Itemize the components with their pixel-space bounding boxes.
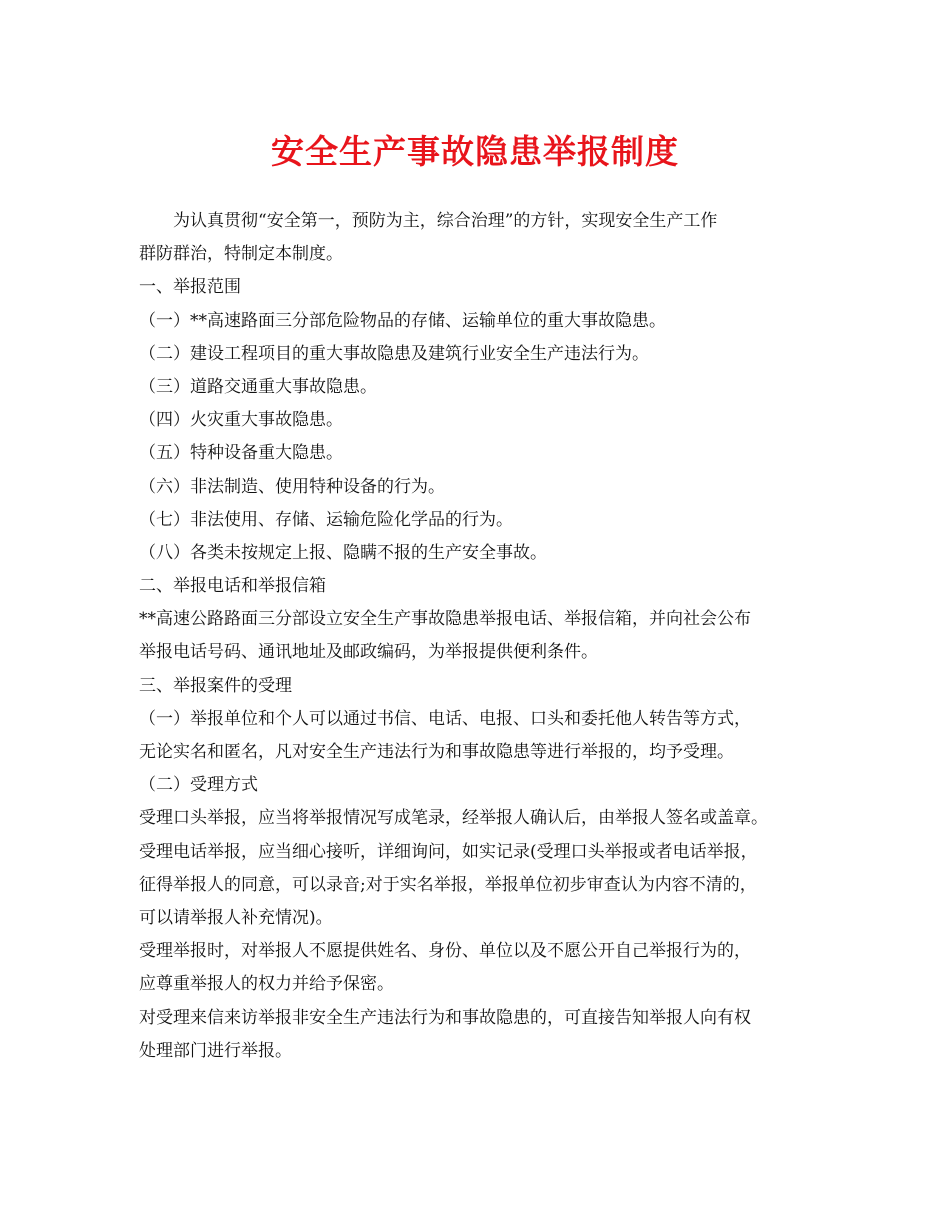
list-item: （六）非法制造、使用特种设备的行为。 [139, 476, 445, 497]
paragraph-line: 群防群治，特制定本制度。 [139, 244, 343, 265]
list-item: （七）非法使用、存储、运输危险化学品的行为。 [139, 509, 513, 530]
paragraph-line: 为认真贯彻“安全第一，预防为主，综合治理”的方针，实现安全生产工作 [173, 211, 718, 231]
paragraph-line: 受理电话举报，应当细心接听，详细询问，如实记录(受理口头举报或者电话举报， [139, 841, 758, 862]
paragraph-line: 对受理来信来访举报非安全生产违法行为和事故隐患的，可直接告知举报人向有权 [139, 1007, 751, 1028]
list-item: （三）道路交通重大事故隐患。 [139, 376, 377, 397]
list-item: （二）建设工程项目的重大事故隐患及建筑行业安全生产违法行为。 [139, 343, 649, 364]
paragraph-line: 征得举报人的同意，可以录音;对于实名举报，举报单位初步审查认为内容不清的， [139, 874, 757, 895]
document-title: 安全生产事故隐患举报制度 [271, 132, 679, 171]
paragraph-line: 无论实名和匿名，凡对安全生产违法行为和事故隐患等进行举报的，均予受理。 [139, 742, 734, 762]
paragraph-line: 处理部门进行举报。 [139, 1040, 292, 1061]
list-item: （一）**高速路面三分部危险物品的存储、运输单位的重大事故隐患。 [139, 310, 666, 331]
paragraph-line: 受理举报时，对举报人不愿提供姓名、身份、单位以及不愿公开自己举报行为的， [139, 941, 751, 962]
paragraph-line: 可以请举报人补充情况)。 [139, 907, 333, 928]
section-heading: 三、举报案件的受理 [139, 675, 292, 696]
paragraph-line: 应尊重举报人的权力并给予保密。 [139, 974, 394, 995]
section-heading: 二、举报电话和举报信箱 [139, 576, 326, 597]
paragraph-line: 举报电话号码、通讯地址及邮政编码，为举报提供便利条件。 [139, 642, 598, 663]
section-heading: 一、举报范围 [139, 277, 241, 298]
document-body [139, 205, 819, 1068]
paragraph-line: 受理口头举报，应当将举报情况写成笔录，经举报人确认后，由举报人签名或盖章。 [139, 808, 768, 829]
list-item: （五）特种设备重大隐患。 [139, 443, 343, 464]
list-item: （四）火灾重大事故隐患。 [139, 410, 343, 431]
subsection-heading: （二）受理方式 [139, 775, 258, 796]
list-item: （八）各类未按规定上报、隐瞒不报的生产安全事故。 [139, 542, 547, 563]
paragraph-line: （一）举报单位和个人可以通过书信、电话、电报、口头和委托他人转告等方式， [139, 708, 751, 729]
paragraph-line: **高速公路路面三分部设立安全生产事故隐患举报电话、举报信箱，并向社会公布 [139, 609, 751, 630]
